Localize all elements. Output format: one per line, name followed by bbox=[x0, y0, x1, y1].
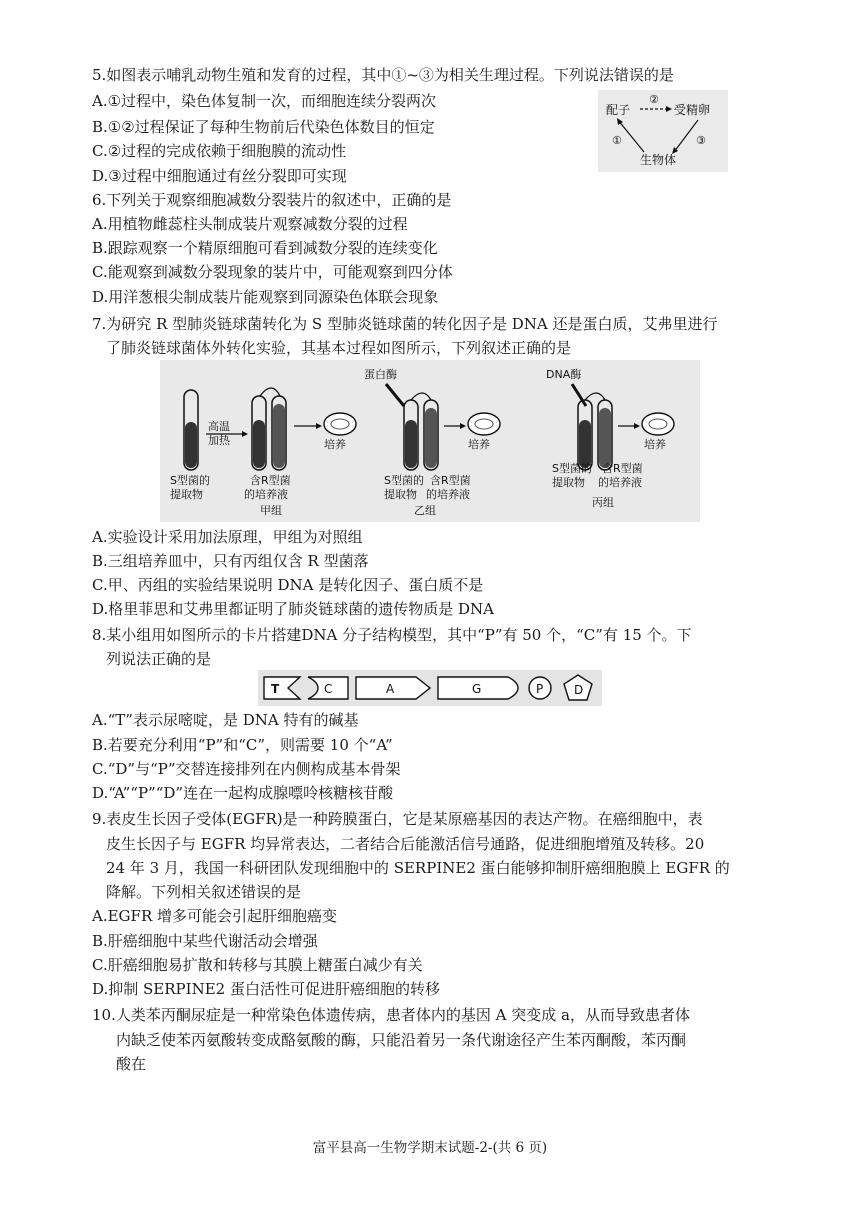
q6-stem: 6.下列关于观察细胞减数分裂装片的叙述中，正确的是 bbox=[92, 191, 452, 209]
page-footer: 富平县高一生物学期末试题-2-(共 6 页) bbox=[312, 1140, 548, 1156]
q9-stem-line-2: 皮生长因子与 EGFR 均异常表达，二者结合后能激活信号通路，促进细胞增殖及转移。20 bbox=[106, 835, 705, 853]
q7-group-c-s-extract-label: S型菌的 bbox=[552, 462, 592, 475]
q5-process-2-label: ② bbox=[649, 93, 659, 106]
q9-stem-line-4: 降解。下列相关叙述错误的是 bbox=[106, 883, 302, 901]
q7-group-a-s-extract-label: S型菌的 bbox=[170, 474, 210, 487]
q7-group-a-culture-label: 培养 bbox=[324, 438, 346, 451]
q8-option-a: A.“T”表示尿嘧啶，是 DNA 特有的碱基 bbox=[92, 711, 359, 729]
q7-protease-label: 蛋白酶 bbox=[364, 368, 397, 381]
q8-card-a: A bbox=[386, 682, 395, 696]
q7-group-b-r-culture-label-2: 的培养液 bbox=[426, 488, 470, 501]
q5-process-1-label: ① bbox=[612, 134, 622, 147]
q6-option-a: A.用植物雌蕊柱头制成装片观察减数分裂的过程 bbox=[92, 215, 408, 233]
q7-option-b: B.三组培养皿中，只有丙组仅含 R 型菌落 bbox=[92, 552, 369, 570]
q8-stem-line-2: 列说法正确的是 bbox=[106, 650, 212, 668]
q7-group-b-label: 乙组 bbox=[414, 504, 436, 517]
q7-transformation-experiment-diagram bbox=[160, 360, 700, 522]
q8-dna-cards-diagram bbox=[258, 670, 602, 706]
q8-card-t: T bbox=[271, 682, 280, 696]
q10-stem-line-1: 10.人类苯丙酮尿症是一种常染色体遗传病，患者体内的基因 A 突变成 a，从而导致患者体 bbox=[92, 1006, 690, 1024]
q7-group-a-label: 甲组 bbox=[260, 504, 282, 517]
q7-option-c: C.甲、丙组的实验结果说明 DNA 是转化因子、蛋白质不是 bbox=[92, 576, 484, 594]
q8-option-d: D.“A”“P”“D”连在一起构成腺嘌呤核糖核苷酸 bbox=[92, 784, 394, 802]
q8-stem-line-1: 8.某小组用如图所示的卡片搭建DNA 分子结构模型，其中“P”有 50 个，“C”有 15 个。下 bbox=[92, 626, 692, 644]
q7-dnase-label: DNA酶 bbox=[546, 368, 582, 381]
q7-group-b-s-extract-label-2: 提取物 bbox=[384, 488, 417, 501]
q5-stem: 5.如图表示哺乳动物生殖和发育的过程，其中①~③为相关生理过程。下列说法错误的是 bbox=[92, 66, 674, 84]
q5-option-c: C.②过程的完成依赖于细胞膜的流动性 bbox=[92, 142, 347, 160]
q7-group-b-culture-label: 培养 bbox=[468, 438, 490, 451]
q5-option-a: A.①过程中，染色体复制一次，而细胞连续分裂两次 bbox=[92, 92, 437, 110]
q7-group-a-s-extract-label-2: 提取物 bbox=[170, 488, 203, 501]
q7-group-c-r-culture-label-2: 的培养液 bbox=[598, 476, 642, 489]
q8-card-p: P bbox=[536, 682, 544, 696]
q9-stem-line-1: 9.表皮生长因子受体(EGFR)是一种跨膜蛋白，它是某原癌基因的表达产物。在癌细胞中，表 bbox=[92, 810, 703, 828]
q5-process-3-label: ③ bbox=[696, 134, 706, 147]
q8-card-c: C bbox=[324, 682, 333, 696]
q5-option-d: D.③过程中细胞通过有丝分裂即可实现 bbox=[92, 167, 347, 185]
q6-option-b: B.跟踪观察一个精原细胞可看到减数分裂的连续变化 bbox=[92, 239, 438, 257]
q10-stem-line-2: 内缺乏使苯丙氨酸转变成酪氨酸的酶，只能沿着另一条代谢途径产生苯丙酮酸，苯丙酮 bbox=[116, 1031, 687, 1049]
q7-option-a: A.实验设计采用加法原理，甲组为对照组 bbox=[92, 528, 363, 546]
q6-option-d: D.用洋葱根尖制成装片能观察到同源染色体联会现象 bbox=[92, 288, 439, 306]
q8-card-d: D bbox=[574, 683, 584, 697]
q7-group-c-label: 丙组 bbox=[592, 496, 614, 509]
q7-group-a-r-culture-label-2: 的培养液 bbox=[244, 488, 288, 501]
q7-option-d: D.格里菲思和艾弗里都证明了肺炎链球菌的遗传物质是 DNA bbox=[92, 600, 495, 618]
q7-heat-label: 高温 bbox=[208, 420, 230, 433]
q8-card-g: G bbox=[472, 682, 482, 696]
q7-group-c-r-culture-label: 含R型菌 bbox=[602, 462, 643, 475]
q7-group-b-s-extract-label: S型菌的 bbox=[384, 474, 424, 487]
q9-stem-line-3: 24 年 3 月，我国一科研团队发现细胞中的 SERPINE2 蛋白能够抑制肝癌细胞膜上 EGFR 的 bbox=[106, 859, 730, 877]
q9-option-a: A.EGFR 增多可能会引起肝细胞癌变 bbox=[92, 907, 338, 925]
q9-option-c: C.肝癌细胞易扩散和转移与其膜上糖蛋白减少有关 bbox=[92, 956, 423, 974]
q5-organism-label: 生物体 bbox=[640, 153, 677, 167]
q7-group-a-r-culture-label: 含R型菌 bbox=[250, 474, 291, 487]
q7-stem-line-2: 了肺炎链球菌体外转化实验，其基本过程如图所示，下列叙述正确的是 bbox=[106, 339, 572, 357]
q7-heat-label-2: 加热 bbox=[208, 434, 230, 447]
q9-option-b: B.肝癌细胞中某些代谢活动会增强 bbox=[92, 932, 318, 950]
q7-group-b-r-culture-label: 含R型菌 bbox=[430, 474, 471, 487]
q7-group-c-culture-label: 培养 bbox=[644, 438, 666, 451]
q5-reproduction-cycle-diagram bbox=[598, 90, 728, 172]
q10-stem-line-3: 酸在 bbox=[116, 1055, 147, 1073]
q5-zygote-label: 受精卵 bbox=[674, 103, 711, 117]
q8-option-b: B.若要充分利用“P”和“C”，则需要 10 个“A” bbox=[92, 736, 393, 754]
q8-option-c: C.“D”与“P”交替连接排列在内侧构成基本骨架 bbox=[92, 760, 401, 778]
q5-option-b: B.①②过程保证了每种生物前后代染色体数目的恒定 bbox=[92, 118, 435, 136]
q7-group-c-s-extract-label-2: 提取物 bbox=[552, 476, 585, 489]
q5-gamete-label: 配子 bbox=[606, 103, 631, 117]
q9-option-d: D.抑制 SERPINE2 蛋白活性可促进肝癌细胞的转移 bbox=[92, 980, 440, 998]
q6-option-c: C.能观察到减数分裂现象的装片中，可能观察到四分体 bbox=[92, 263, 453, 281]
q7-stem-line-1: 7.为研究 R 型肺炎链球菌转化为 S 型肺炎链球菌的转化因子是 DNA 还是蛋白质，艾弗里进行 bbox=[92, 315, 718, 333]
